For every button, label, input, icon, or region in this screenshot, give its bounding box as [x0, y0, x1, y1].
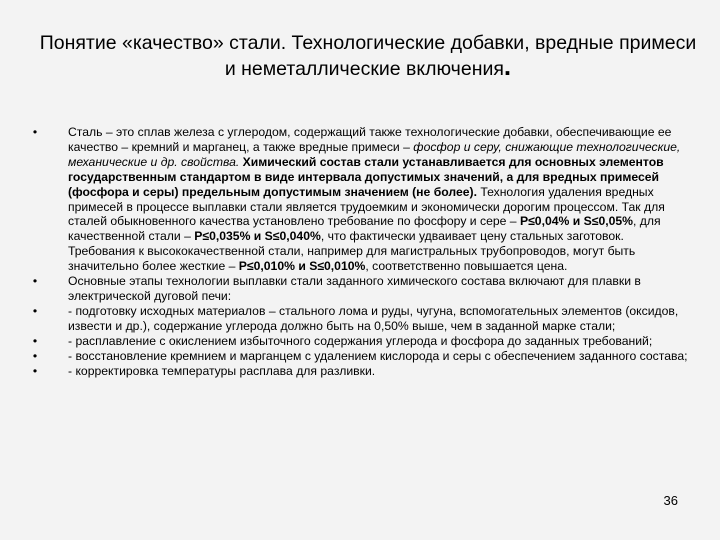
body-text: - подготовку исходных материалов – стального лома и руды, чугуна, вспомогательных элементов (оксидов, извести и др.), содержание углерода должно быть на 0,50% выше, чем в заданной марке стали; [68, 303, 679, 333]
bullet-marker: • [32, 274, 38, 289]
bold-text: Р≤0,010% и S≤0,010% [238, 259, 366, 274]
body-text: - расплавление с окислением избыточного содержания углерода и фосфора до заданных требований; [68, 333, 653, 348]
bullet-list [30, 125, 690, 378]
body-text: , что фактически удваивает цену стальных заготовок. Требования к высококачественной стали, например для магистральных трубопроводов, могут быть значительно более жесткие – [68, 229, 636, 274]
italic-text: фосфор и серу, снижающие технологические, механические и др. свойства. [68, 139, 681, 169]
bullet-marker: • [32, 303, 38, 318]
bullet-marker: • [32, 348, 38, 363]
bold-text: Р≤0,035% и S≤0,040% [194, 229, 321, 244]
body-text: - корректировка температуры расплава для разливки. [68, 363, 376, 378]
bold-text: Химический состав стали устанавливается для основных элементов государственным стандартом в виде интервала допустимых значений, а для вредных примесей (фосфора и серы) предельным допустимым значением (не более). [68, 154, 664, 199]
page-number: 36 [663, 493, 678, 508]
bullet-marker: • [32, 125, 38, 139]
slide-title-text: Понятие «качество» стали. Технологические добавки, вредные примеси и неметаллические включения [39, 32, 697, 80]
body-text: , соответственно повышается цена. [365, 259, 568, 274]
body-text: , для качественной стали – [68, 214, 661, 244]
bullet-marker: • [32, 363, 38, 378]
list-item [30, 125, 690, 274]
bold-text: Р≤0,04% и S≤0,05% [519, 214, 633, 229]
list-item [30, 274, 690, 304]
body-text: Основные этапы технологии выплавки стали заданного химического состава включают для плавки в электрической дуговой печи: [68, 274, 641, 303]
body-text: Сталь – это сплав железа с углеродом, содержащий также технологические добавки, обеспечивающие ее качество – кремний и марганец, а также вредные примеси – [68, 125, 672, 154]
slide-title [38, 30, 698, 82]
list-item [30, 304, 690, 334]
list-item [30, 349, 690, 364]
list-item [30, 334, 690, 349]
slide-title-dot: . [503, 51, 512, 81]
list-item [30, 364, 690, 379]
bullet-marker: • [32, 333, 38, 348]
body-text: Технология удаления вредных примесей в процессе выплавки стали является трудоемким и экономически дорогим процессом. Так для сталей обыкновенного качества установлено требование по фосфору и сере – [68, 184, 665, 229]
body-text: - восстановление кремнием и марганцем с удалением кислорода и серы с обеспечением заданного состава; [68, 348, 688, 363]
